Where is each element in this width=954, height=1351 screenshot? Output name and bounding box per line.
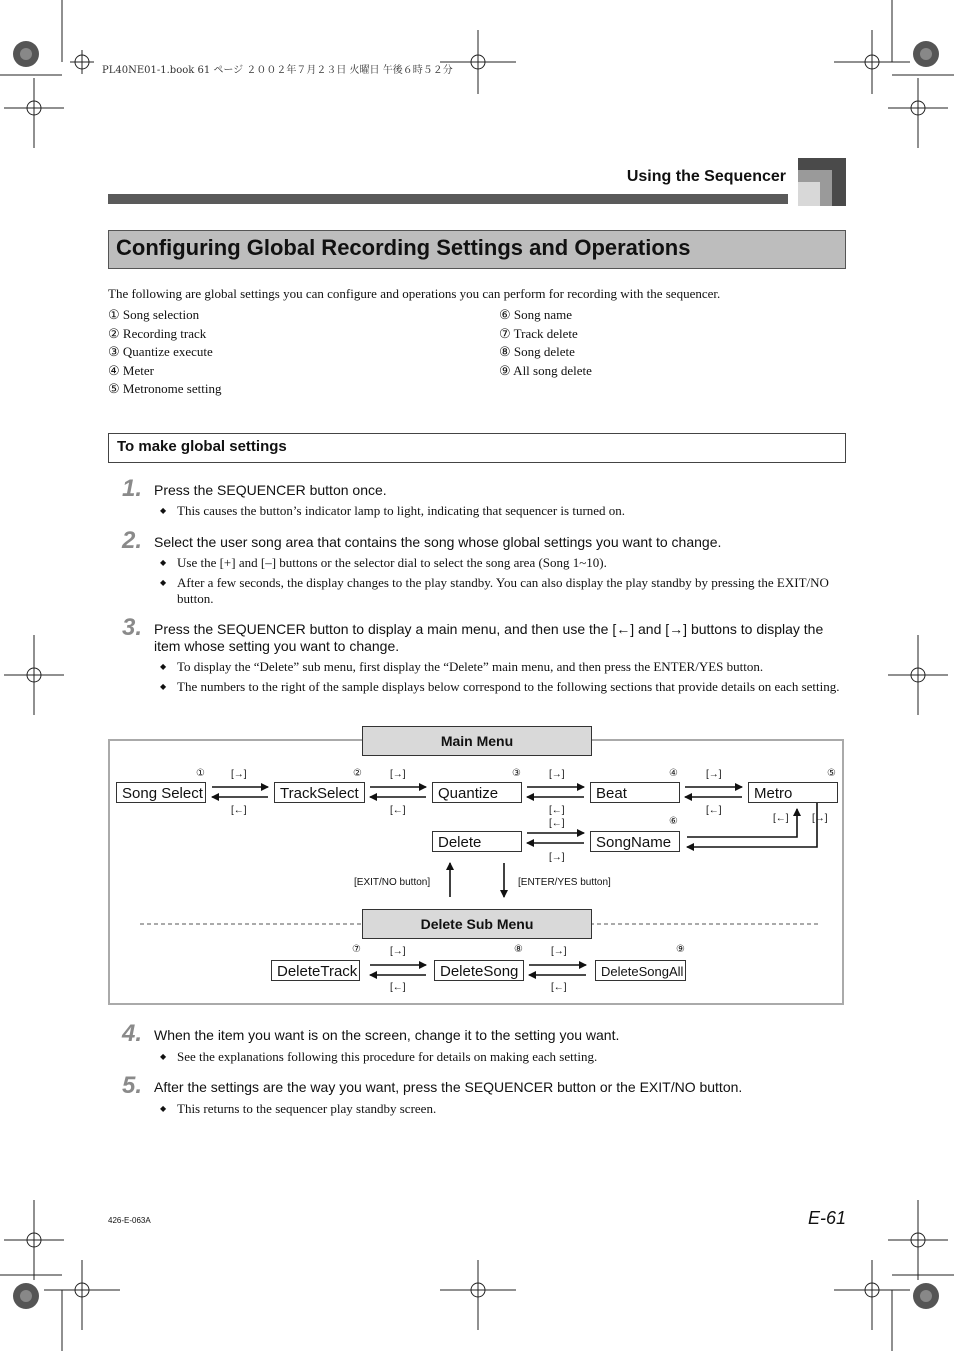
left-button-label: [←]: [549, 818, 565, 829]
page-number: E-61: [807, 1208, 846, 1228]
step-bullet: ◆ After a few seconds, the display changes to the play standby. You can also display the play standby by pressing the EXIT/NO button.: [160, 575, 829, 606]
left-button-label: [←]: [549, 805, 565, 816]
enter-button-label: [ENTER/YES button]: [518, 877, 611, 888]
settings-list-right: [499, 306, 592, 380]
list-item: ⑦ Track delete: [499, 325, 578, 341]
left-button-label: [←]: [390, 805, 406, 816]
exit-button-label: [EXIT/NO button]: [354, 877, 431, 888]
footer-code: 426-E-063A: [108, 1216, 151, 1225]
item-number-4: ④: [669, 768, 678, 779]
corner-tab-graphic: [798, 158, 846, 206]
item-number-1: ①: [196, 768, 205, 779]
display-delete: Delete: [432, 831, 522, 852]
step-text: When the item you want is on the screen, change it to the setting you want.: [154, 1027, 620, 1043]
item-number-5: ⑤: [827, 768, 836, 779]
section-title: Using the Sequencer: [626, 168, 786, 185]
subsection-title: To make global settings: [117, 438, 287, 455]
display-song-name: SongName: [590, 831, 680, 852]
section-rule: [108, 194, 788, 204]
list-item: ③ Quantize execute: [108, 344, 213, 359]
step-text: Select the user song area that contains the song whose global settings you want to change.: [154, 534, 722, 550]
item-number-3: ③: [512, 768, 521, 779]
display-delete-track: DeleteTrack: [271, 960, 360, 981]
item-number-2: ②: [353, 768, 362, 779]
item-number-9: ⑨: [676, 944, 685, 955]
list-item: ⑤ Metronome setting: [108, 381, 222, 396]
step-number: 4.: [122, 1020, 143, 1047]
right-button-label: [→]: [549, 769, 565, 780]
list-item: ④ Meter: [108, 362, 154, 378]
settings-list-left: [108, 306, 221, 399]
display-beat: Beat: [590, 782, 680, 803]
step-bullet: ◆ The numbers to the right of the sample displays below correspond to the following sections that provide details on each setting.: [160, 679, 840, 694]
list-item: ① Song selection: [108, 307, 200, 322]
left-button-label: [←]: [390, 982, 406, 993]
step-text: Press the SEQUENCER button once.: [154, 482, 387, 498]
list-item: ⑥ Song name: [499, 307, 573, 322]
right-button-label: [→]: [231, 769, 247, 780]
print-header: PL40NE01-1.book 61 ページ ２００２年７月２３日 火曜日 午後６時５２分: [102, 65, 453, 76]
subsection-header: [108, 433, 846, 463]
step-number: 1.: [122, 475, 143, 502]
list-item: ⑧ Song delete: [499, 344, 575, 359]
step-bullet: ◆ Use the [+] and [–] buttons or the selector dial to select the song area (Song 1~10).: [160, 555, 607, 570]
display-quantize: Quantize: [432, 782, 522, 803]
page-title: Configuring Global Recording Settings and Operations: [116, 235, 691, 260]
page-title-box: [108, 230, 846, 269]
left-button-label: [←]: [773, 813, 789, 824]
right-button-label: [→]: [390, 769, 406, 780]
step-text: Press the SEQUENCER button to display a main menu, and then use the [←] and [→] buttons to display the item whose setting you want to change.: [154, 621, 824, 654]
step-bullet: ◆ To display the “Delete” sub menu, first display the “Delete” main menu, and then press the ENTER/YES button.: [160, 659, 764, 674]
left-button-label: [←]: [231, 805, 247, 816]
step-number: 3.: [122, 614, 143, 641]
step-number: 2.: [122, 527, 143, 554]
step-bullet: ◆ See the explanations following this procedure for details on making each setting.: [160, 1049, 598, 1064]
main-menu-label: Main Menu: [362, 726, 592, 756]
step-text: After the settings are the way you want, press the SEQUENCER button or the EXIT/NO button.: [154, 1079, 743, 1095]
right-button-label: [→]: [390, 946, 406, 957]
delete-sub-menu-label: Delete Sub Menu: [362, 909, 592, 939]
intro-text: The following are global settings you can configure and operations you can perform for recording with the sequencer.: [108, 286, 721, 301]
display-metro: Metro: [748, 782, 838, 803]
left-button-label: [←]: [706, 805, 722, 816]
right-button-label: [→]: [706, 769, 722, 780]
left-button-label: [←]: [551, 982, 567, 993]
step-number: 5.: [122, 1072, 143, 1099]
right-button-label: [→]: [812, 813, 828, 824]
display-delete-song: DeleteSong: [434, 960, 524, 981]
list-item: ⑨ All song delete: [499, 362, 592, 378]
display-song-select: Song Select: [116, 782, 206, 803]
item-number-7: ⑦: [352, 944, 361, 955]
step-bullet: ◆ This returns to the sequencer play standby screen.: [160, 1101, 437, 1116]
right-button-label: [→]: [549, 852, 565, 863]
item-number-6: ⑥: [669, 816, 678, 827]
display-track-select: TrackSelect: [274, 782, 365, 803]
item-number-8: ⑧: [514, 944, 523, 955]
list-item: ② Recording track: [108, 325, 207, 341]
right-button-label: [→]: [551, 946, 567, 957]
step-bullet: ◆ This causes the button’s indicator lamp to light, indicating that sequencer is turned on.: [160, 503, 626, 518]
display-delete-song-all: DeleteSongAll: [595, 960, 686, 981]
